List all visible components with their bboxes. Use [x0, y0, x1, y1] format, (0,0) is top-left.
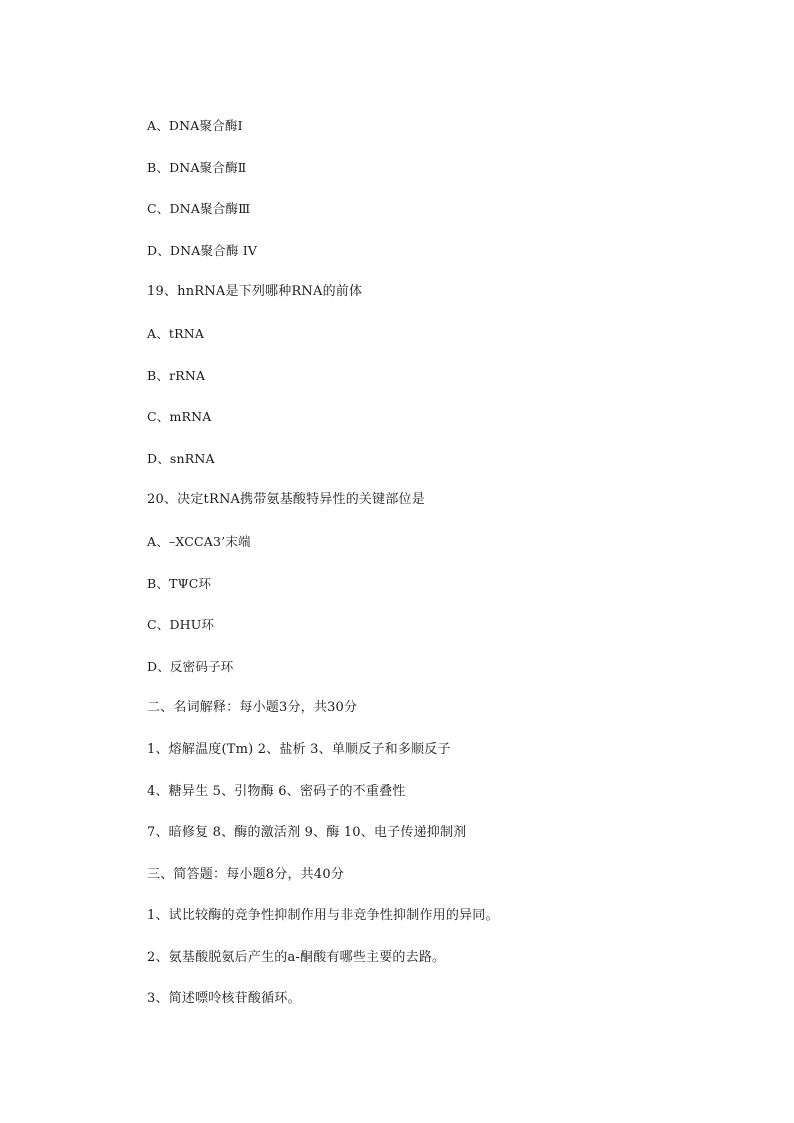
definitions-row-2: 4、糖异生 5、引物酶 6、密码子的不重叠性 [147, 783, 406, 799]
option-d-snrna: D、snRNA [147, 450, 215, 466]
short-answer-question-2: 2、氨基酸脱氨后产生的a-酮酸有哪些主要的去路。 [147, 949, 446, 965]
option-b-dna-polymerase-2: B、DNA聚合酶Ⅱ [147, 159, 247, 175]
short-answer-question-3: 3、简述嘌呤核苷酸循环。 [147, 991, 301, 1007]
option-c-dna-polymerase-3: C、DNA聚合酶Ⅲ [147, 201, 251, 217]
section-heading-short-answer: 三、简答题：每小题8分，共40分 [147, 866, 345, 882]
section-heading-definitions: 二、名词解释：每小题3分，共30分 [147, 700, 358, 716]
option-c-mrna: C、mRNA [147, 409, 212, 425]
option-a-dna-polymerase-1: A、DNA聚合酶Ⅰ [147, 118, 243, 133]
option-b-tpsic-loop: B、TΨC环 [147, 575, 212, 591]
definitions-row-1: 1、熔解温度(Tm) 2、盐析 3、单顺反子和多顺反子 [147, 741, 451, 757]
option-a-trna: A、tRNA [147, 325, 205, 341]
option-a-xcca-end: A、–XCCA3’末端 [147, 533, 251, 549]
short-answer-question-1: 1、试比较酶的竞争性抑制作用与非竞争性抑制作用的异同。 [147, 908, 499, 924]
option-d-anticodon-loop: D、反密码子环 [147, 658, 234, 674]
definitions-row-3: 7、暗修复 8、酶的激活剂 9、酶 10、电子传递抑制剂 [147, 825, 467, 841]
question-19: 19、hnRNA是下列哪种RNA的前体 [147, 284, 363, 300]
option-b-rrna: B、rRNA [147, 367, 206, 383]
document-page [147, 116, 707, 1031]
question-20: 20、决定tRNA携带氨基酸特异性的关键部位是 [147, 492, 425, 508]
option-c-dhu-loop: C、DHU环 [147, 617, 215, 633]
option-d-dna-polymerase-4: D、DNA聚合酶 IV [147, 242, 258, 258]
